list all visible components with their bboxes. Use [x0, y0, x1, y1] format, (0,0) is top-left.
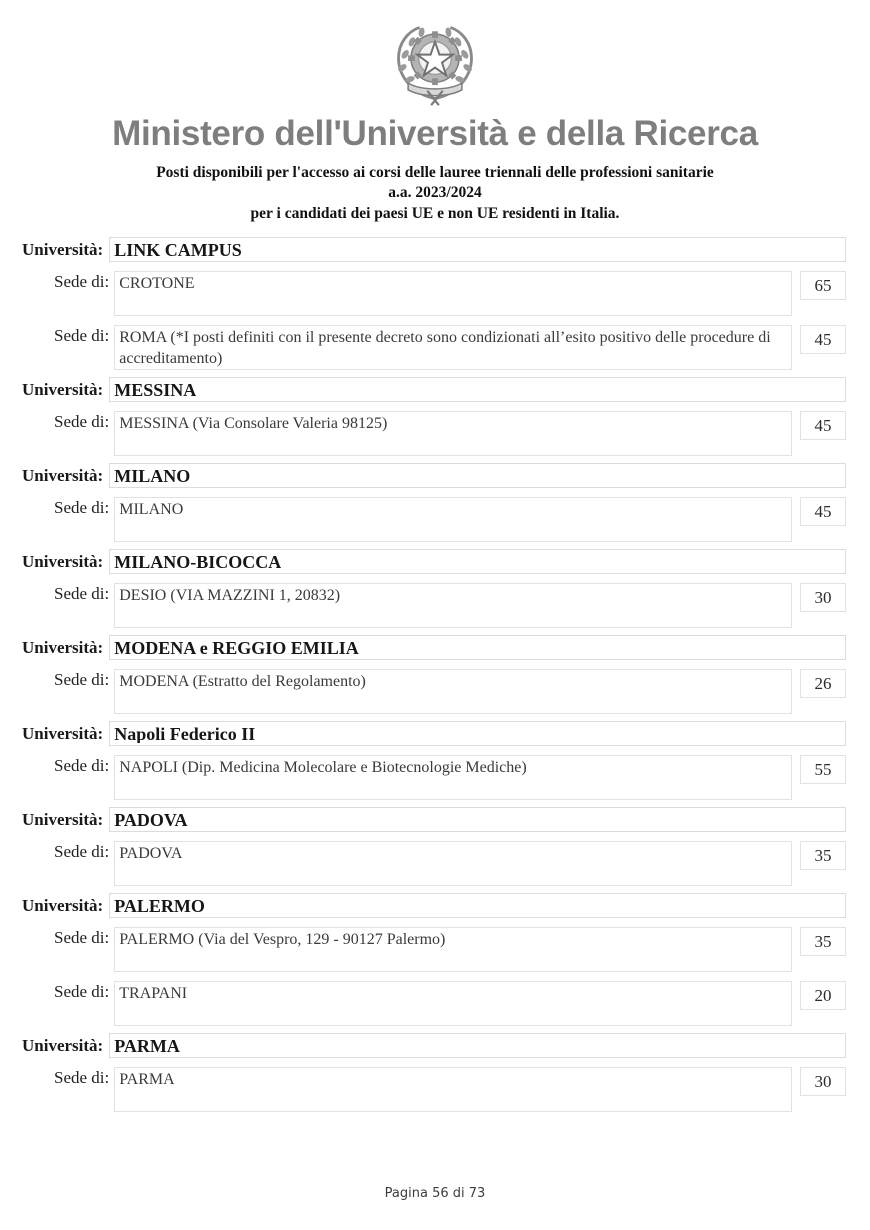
- university-name: MESSINA: [114, 380, 197, 399]
- sede-label: Sede di:: [54, 670, 110, 690]
- sede-name: DESIO (VIA MAZZINI 1, 20832): [119, 587, 341, 605]
- sede-name-box: [114, 583, 792, 628]
- posti-box: [800, 1067, 846, 1096]
- sede-name: MESSINA (Via Consolare Valeria 98125): [119, 415, 388, 433]
- sede-name-box: [114, 411, 792, 456]
- sede-name-box: [114, 271, 792, 316]
- university-label: Università:: [22, 638, 104, 658]
- sede-name: PARMA: [119, 1071, 175, 1089]
- posti-value: 26: [814, 674, 832, 694]
- sede-label: Sede di:: [54, 842, 110, 862]
- sede-name: MILANO: [119, 501, 184, 519]
- university-name: Napoli Federico II: [114, 724, 256, 743]
- page-number: Pagina 56 di 73: [384, 1186, 486, 1201]
- university-row: [22, 635, 846, 660]
- sede-row: [22, 271, 846, 316]
- university-name-box: [109, 721, 846, 746]
- sede-name-box: [114, 325, 792, 370]
- university-label: Università:: [22, 466, 104, 486]
- sede-name: CROTONE: [119, 275, 195, 293]
- sede-label: Sede di:: [54, 326, 110, 346]
- university-row: [22, 463, 846, 488]
- sede-row: [22, 669, 846, 714]
- sede-row: [22, 927, 846, 972]
- university-row: [22, 377, 846, 402]
- subtitle-line-3: per i candidati dei paesi UE e non UE residenti in Italia.: [250, 204, 620, 222]
- sede-name: ROMA (*I posti definiti con il presente decreto sono condizionati all’esito positivo delle procedure di accreditamento): [119, 329, 771, 367]
- university-name: LINK CAMPUS: [114, 240, 242, 259]
- posti-box: [800, 841, 846, 870]
- university-name-box: [109, 635, 846, 660]
- sede-name-box: [114, 981, 792, 1026]
- university-name: MILANO-BICOCCA: [114, 552, 282, 571]
- sede-label: Sede di:: [54, 756, 110, 776]
- italian-republic-emblem-icon: [387, 14, 483, 110]
- university-row: [22, 893, 846, 918]
- posti-value: 35: [814, 932, 832, 952]
- sede-name-box: [114, 841, 792, 886]
- posti-box: [800, 325, 846, 354]
- sede-label: Sede di:: [54, 928, 110, 948]
- university-name: MODENA e REGGIO EMILIA: [114, 638, 359, 657]
- university-row: [22, 1033, 846, 1058]
- posti-value: 35: [814, 846, 832, 866]
- university-name-box: [109, 1033, 846, 1058]
- university-row: [22, 721, 846, 746]
- sede-name-box: [114, 497, 792, 542]
- sede-label: Sede di:: [54, 982, 110, 1002]
- sede-row: [22, 583, 846, 628]
- sede-name-box: [114, 1067, 792, 1112]
- university-label: Università:: [22, 810, 104, 830]
- university-row: [22, 549, 846, 574]
- sede-label: Sede di:: [54, 412, 110, 432]
- university-label: Università:: [22, 724, 104, 744]
- university-label: Università:: [22, 552, 104, 572]
- university-name-box: [109, 237, 846, 262]
- subtitle-line-2: a.a. 2023/2024: [388, 184, 482, 202]
- sede-label: Sede di:: [54, 272, 110, 292]
- sede-row: [22, 981, 846, 1026]
- sede-name: MODENA (Estratto del Regolamento): [119, 673, 366, 691]
- university-label: Università:: [22, 896, 104, 916]
- posti-box: [800, 583, 846, 612]
- posti-value: 45: [814, 502, 832, 522]
- posti-value: 65: [814, 276, 832, 296]
- posti-box: [800, 411, 846, 440]
- posti-value: 20: [814, 986, 832, 1006]
- university-name-box: [109, 549, 846, 574]
- sede-row: [22, 411, 846, 456]
- page-title: Ministero dell'Università e della Ricerca: [112, 114, 758, 153]
- university-name-box: [109, 807, 846, 832]
- sede-row: [22, 1067, 846, 1112]
- sede-name-box: [114, 669, 792, 714]
- university-name: PADOVA: [114, 810, 188, 829]
- sede-row: [22, 497, 846, 542]
- university-name-box: [109, 463, 846, 488]
- sede-name-box: [114, 927, 792, 972]
- sede-row: [22, 325, 846, 370]
- university-label: Università:: [22, 1036, 104, 1056]
- sede-row: [22, 755, 846, 800]
- posti-value: 45: [814, 416, 832, 436]
- document-header: [0, 0, 870, 224]
- sede-name: PADOVA: [119, 845, 183, 863]
- university-name: PALERMO: [114, 896, 205, 915]
- posti-value: 45: [814, 330, 832, 350]
- university-name-box: [109, 893, 846, 918]
- sede-name: TRAPANI: [119, 985, 188, 1003]
- sede-row: [22, 841, 846, 886]
- universities-table: [0, 237, 870, 1230]
- posti-box: [800, 497, 846, 526]
- posti-box: [800, 669, 846, 698]
- sede-name: NAPOLI (Dip. Medicina Molecolare e Biotecnologie Mediche): [119, 759, 527, 777]
- posti-box: [800, 927, 846, 956]
- sede-label: Sede di:: [54, 498, 110, 518]
- posti-box: [800, 981, 846, 1010]
- university-row: [22, 237, 846, 262]
- sede-label: Sede di:: [54, 1068, 110, 1088]
- posti-value: 30: [814, 588, 832, 608]
- posti-box: [800, 755, 846, 784]
- posti-box: [800, 271, 846, 300]
- university-name-box: [109, 377, 846, 402]
- document-subtitle: [0, 163, 870, 224]
- sede-label: Sede di:: [54, 584, 110, 604]
- university-row: [22, 807, 846, 832]
- sede-name: PALERMO (Via del Vespro, 129 - 90127 Palermo): [119, 931, 446, 949]
- university-name: MILANO: [114, 466, 191, 485]
- document-footer: [0, 1184, 870, 1202]
- posti-value: 55: [814, 760, 832, 780]
- posti-value: 30: [814, 1072, 832, 1092]
- subtitle-line-1: Posti disponibili per l'accesso ai corsi delle lauree triennali delle professioni sanitarie: [156, 163, 714, 181]
- university-name: PARMA: [114, 1036, 180, 1055]
- sede-name-box: [114, 755, 792, 800]
- university-label: Università:: [22, 240, 104, 260]
- university-label: Università:: [22, 380, 104, 400]
